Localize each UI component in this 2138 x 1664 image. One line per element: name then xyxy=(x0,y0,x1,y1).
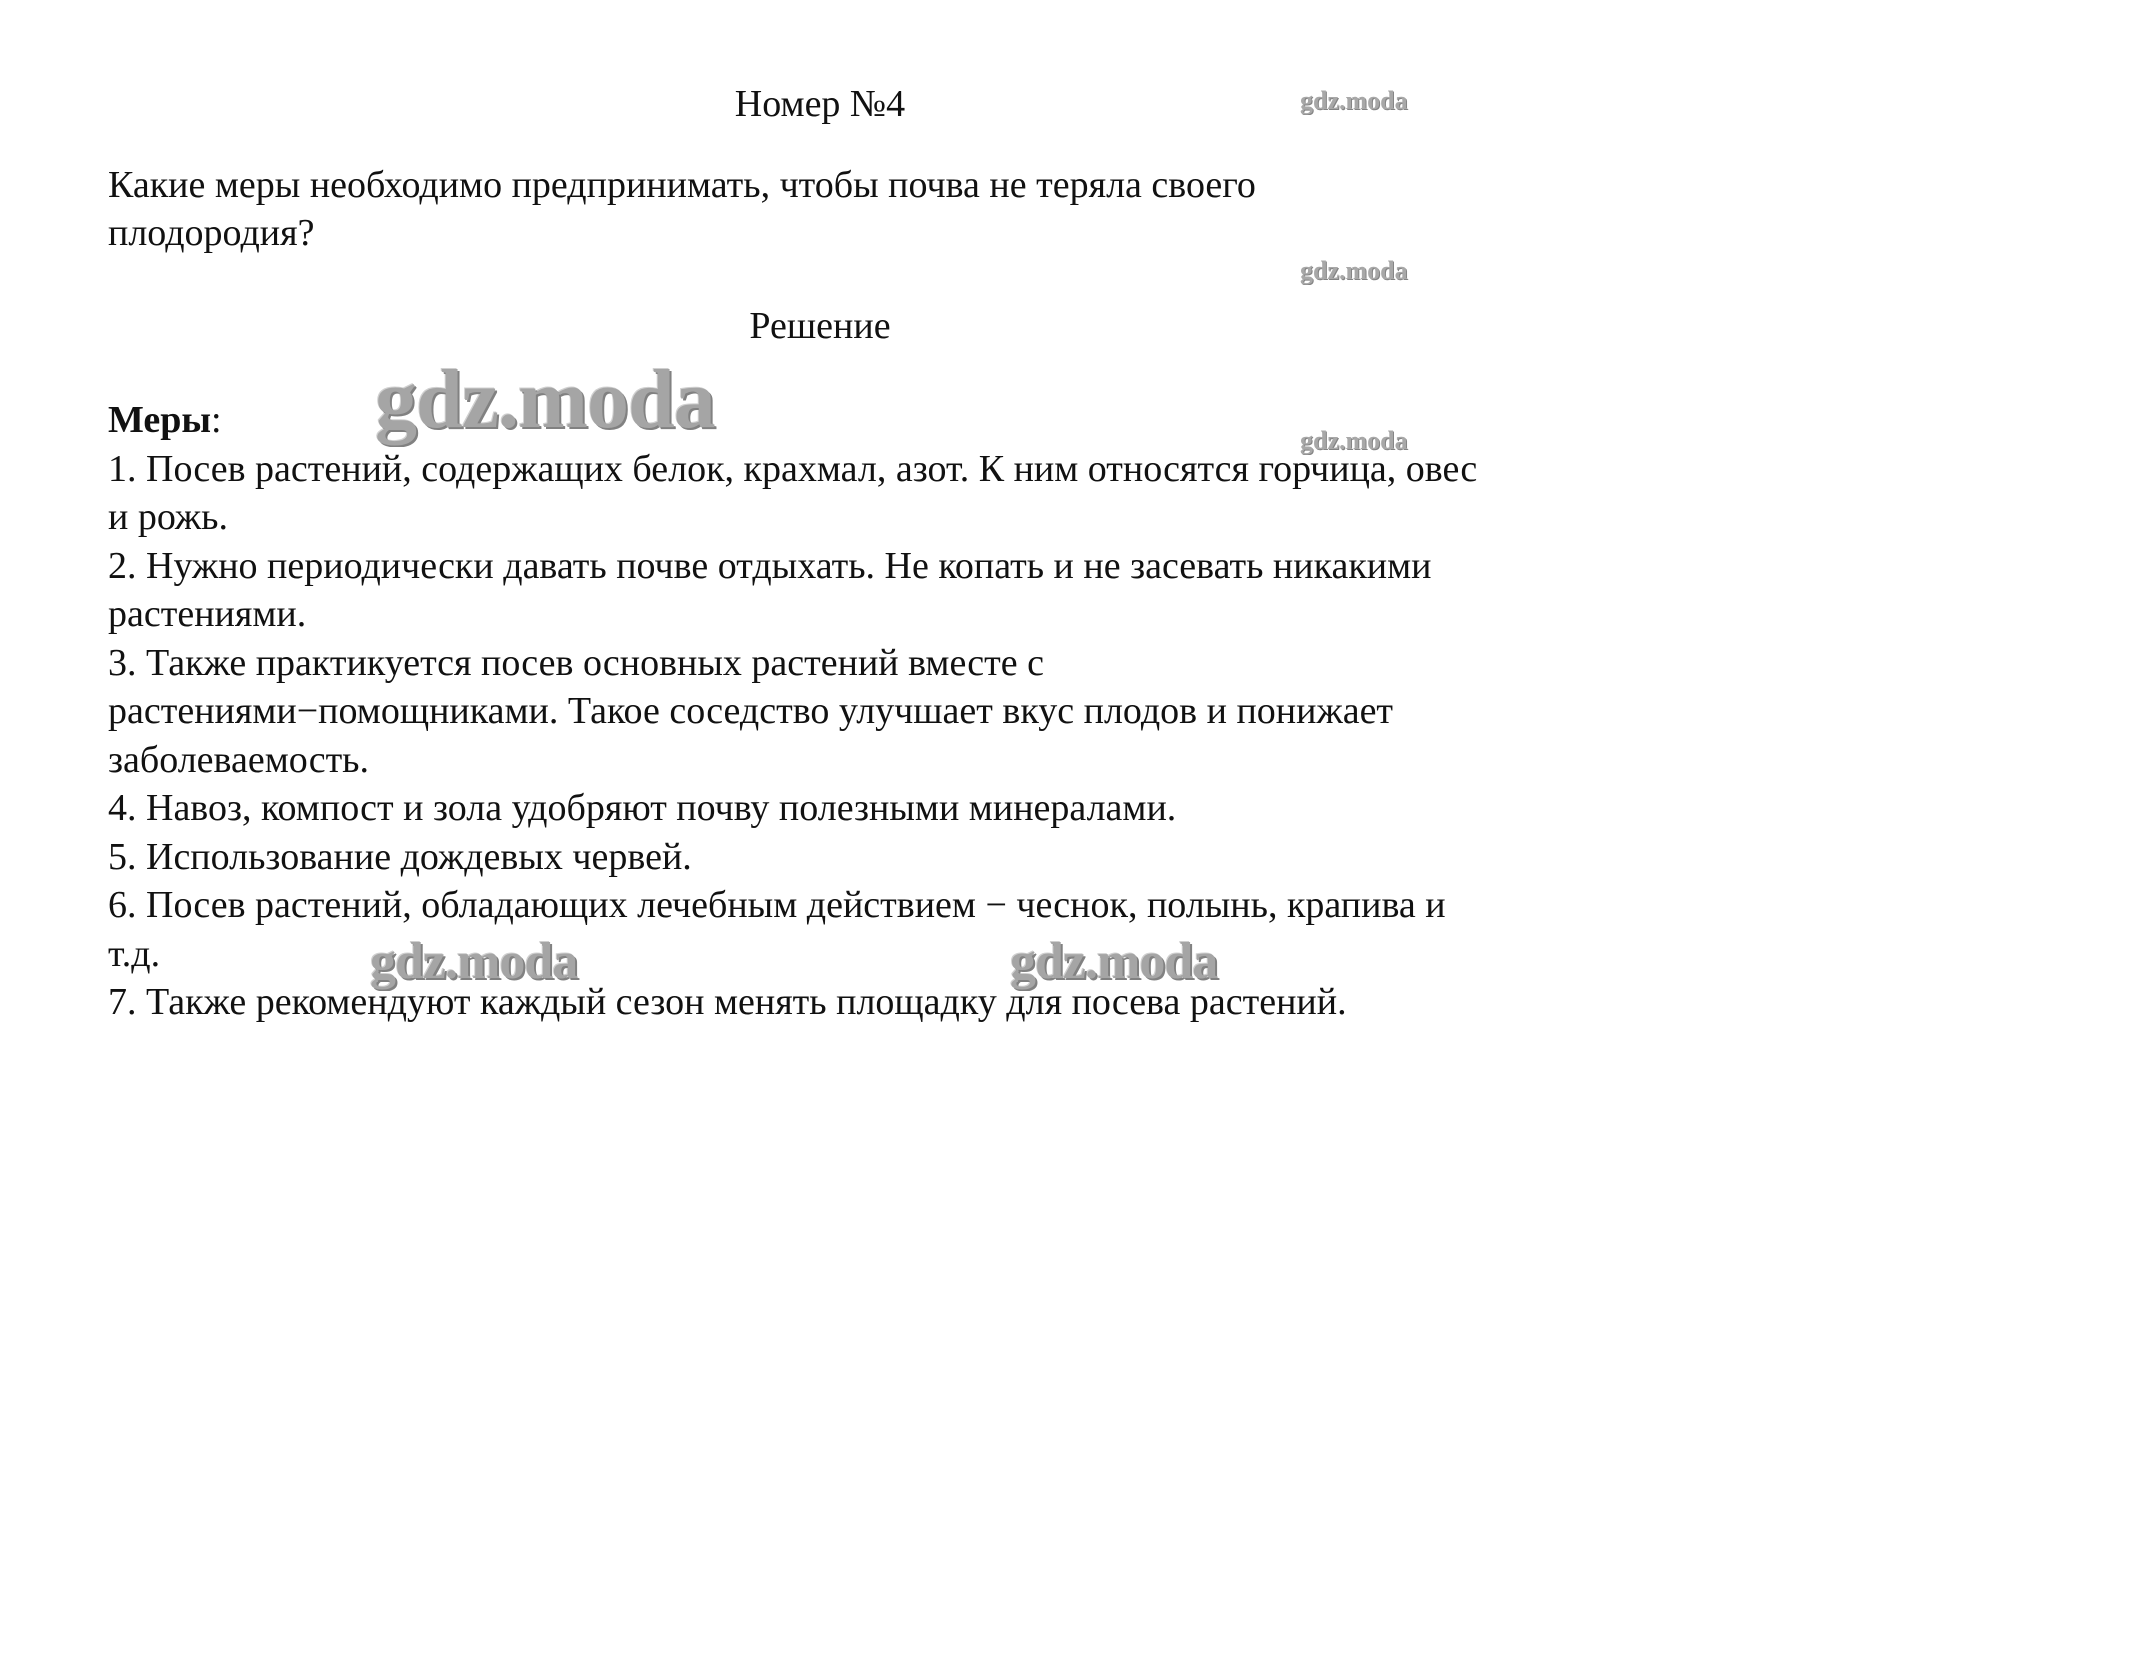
measure-item-5: 5. Использование дождевых червей. xyxy=(108,835,692,878)
page-title: Номер №4 xyxy=(734,83,906,125)
watermark-logo: gdz.moda xyxy=(370,933,578,990)
watermark-logo: gdz.moda xyxy=(1300,426,1408,455)
measure-item-2: 2. Нужно периодически давать почве отдыхать. Не копать и не засевать никакими растениями. xyxy=(108,544,1432,635)
measure-item-6: 6. Посев растений, обладающих лечебным действием − чеснок, полынь, крапива и т.д. xyxy=(108,884,1446,975)
question-text: Какие меры необходимо предпринимать, чтобы почва не теряла своего плодородия? xyxy=(108,164,1256,254)
measure-item-3: 3. Также практикуется посев основных растений вместе с растениями−помощниками. Такое соседство улучшает вкус плодов и понижает заболеваемость. xyxy=(108,641,1394,781)
solution-body xyxy=(108,396,1478,1027)
measures-label: Меры xyxy=(108,399,212,441)
measures-colon: : xyxy=(211,399,222,441)
watermark-logo: gdz.moda xyxy=(1300,86,1408,115)
measure-item-7: 7. Также рекомендуют каждый сезон менять площадку для посева растений. xyxy=(108,981,1347,1023)
watermark-logo: gdz.moda xyxy=(375,353,715,446)
solution-heading: Решение xyxy=(749,305,891,347)
measure-item-4: 4. Навоз, компост и зола удобряют почву полезными минералами. xyxy=(108,787,1177,829)
measure-item-1: 1. Посев растений, содержащих белок, крахмал, азот. К ним относятся горчица, овес и рожь. xyxy=(108,447,1478,538)
watermark-logo: gdz.moda xyxy=(1010,933,1218,990)
measures-heading xyxy=(108,396,1478,445)
watermark-logo: gdz.moda xyxy=(1300,256,1408,285)
